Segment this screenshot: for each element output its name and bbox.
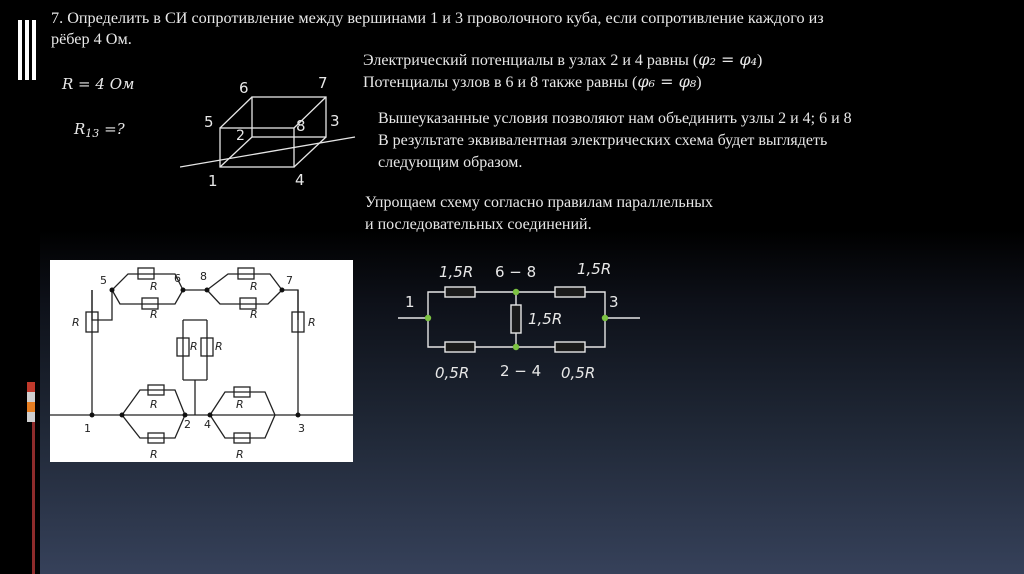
p2-math: φ₆ = φ₈ [637, 72, 697, 91]
cube-node-1: 1 [208, 172, 218, 190]
resistor-top-right [555, 287, 585, 297]
cube-back-face [252, 97, 326, 137]
sketch-r: R [72, 316, 80, 329]
sketch-node-7: 7 [286, 274, 293, 287]
handdrawn-circuit [50, 260, 353, 462]
sketch-r: R [308, 316, 316, 329]
sketch-r: R [150, 448, 158, 461]
sketch-r: R [250, 280, 258, 293]
cube-front-face [220, 128, 294, 167]
resistor-bottom-right [555, 342, 585, 352]
resistor-bottom-left [445, 342, 475, 352]
sketch-node-1: 1 [84, 422, 91, 435]
circuit-node-1: 1 [405, 293, 415, 311]
node-dot-left [425, 315, 431, 321]
r13-main: R [74, 120, 86, 138]
deco-bar [18, 20, 22, 80]
r13-sub: 13 [85, 127, 100, 140]
sketch-node-4: 4 [204, 418, 211, 431]
explanation-p4-line2: и последовательных соединений. [365, 216, 592, 233]
p1-math: φ₂ = φ₄ [698, 50, 758, 69]
label-bottom-left-r: 0,5R [435, 364, 470, 382]
problem-line-2: рёбер 4 Ом. [51, 30, 132, 48]
cube-node-6: 6 [239, 79, 249, 97]
deco-bar [25, 20, 29, 80]
cube-node-5: 5 [204, 113, 214, 131]
handdrawn-svg [50, 260, 353, 462]
problem-line-1: 7. Определить в СИ сопротивление между вершинами 1 и 3 проволочного куба, если сопротивление каждого из [51, 9, 824, 27]
node-dot-bottom [513, 344, 519, 350]
label-bottom-mid: 2 − 4 [500, 362, 542, 380]
explanation-p3-line2: В результате эквивалентная электрических схема будет выглядеть [378, 132, 828, 149]
deco-bar [32, 20, 36, 80]
sketch-node-3: 3 [298, 422, 305, 435]
label-top-left-r: 1,5R [439, 263, 474, 281]
cube-node-4: 4 [295, 171, 305, 189]
given-r: R = 4 Ом [62, 75, 135, 93]
p1-end: ) [757, 52, 763, 69]
sketch-r: R [190, 340, 198, 353]
label-top-right-r: 1,5R [577, 260, 612, 278]
node-dot-top [513, 289, 519, 295]
sketch-node-5: 5 [100, 274, 107, 287]
sketch-r: R [150, 398, 158, 411]
given-r13 [74, 119, 125, 144]
explanation-p4-line1: Упрощаем схему согласно правилам параллельных [365, 194, 714, 211]
resistor-top-left [445, 287, 475, 297]
sketch-r: R [150, 280, 158, 293]
cube-axis-line [180, 137, 355, 167]
sketch-node-8: 8 [200, 270, 207, 283]
sketch-r: R [250, 308, 258, 321]
p2-text: Потенциалы узлов в 6 и 8 также равны ( [363, 74, 638, 91]
cube-node-3: 3 [330, 112, 340, 130]
explanation-p1 [363, 50, 762, 71]
sketch-node-6: 6 [174, 272, 181, 285]
circuit-node-3: 3 [609, 293, 619, 311]
label-top-mid: 6 − 8 [495, 263, 537, 281]
node-dot-right [602, 315, 608, 321]
deco-stripe-gray [27, 392, 35, 402]
resistor-middle [511, 305, 521, 333]
p2-end: ) [696, 74, 702, 91]
label-bottom-right-r: 0,5R [561, 364, 596, 382]
sketch-r: R [150, 308, 158, 321]
explanation-p3-line1: Вышеуказанные условия позволяют нам объединить узлы 2 и 4; 6 и 8 [378, 110, 852, 127]
deco-stripe-red [32, 422, 35, 574]
equivalent-circuit [395, 255, 645, 390]
sketch-r: R [215, 340, 223, 353]
explanation-p3-line3: следующим образом. [378, 154, 523, 171]
label-mid-r: 1,5R [528, 310, 563, 328]
cube-node-2: 2 [236, 128, 245, 144]
cube-node-7: 7 [318, 74, 328, 92]
cube-node-8: 8 [296, 117, 306, 135]
p1-text: Электрический потенциалы в узлах 2 и 4 равны ( [363, 52, 699, 69]
deco-stripe-red [27, 382, 35, 392]
r13-tail: =? [99, 120, 125, 138]
sketch-node-2: 2 [184, 418, 191, 431]
sketch-r: R [236, 398, 244, 411]
deco-stripe-orange [27, 402, 35, 412]
explanation-p2 [363, 72, 702, 93]
sketch-r: R [236, 448, 244, 461]
deco-stripe-gray [27, 412, 35, 422]
